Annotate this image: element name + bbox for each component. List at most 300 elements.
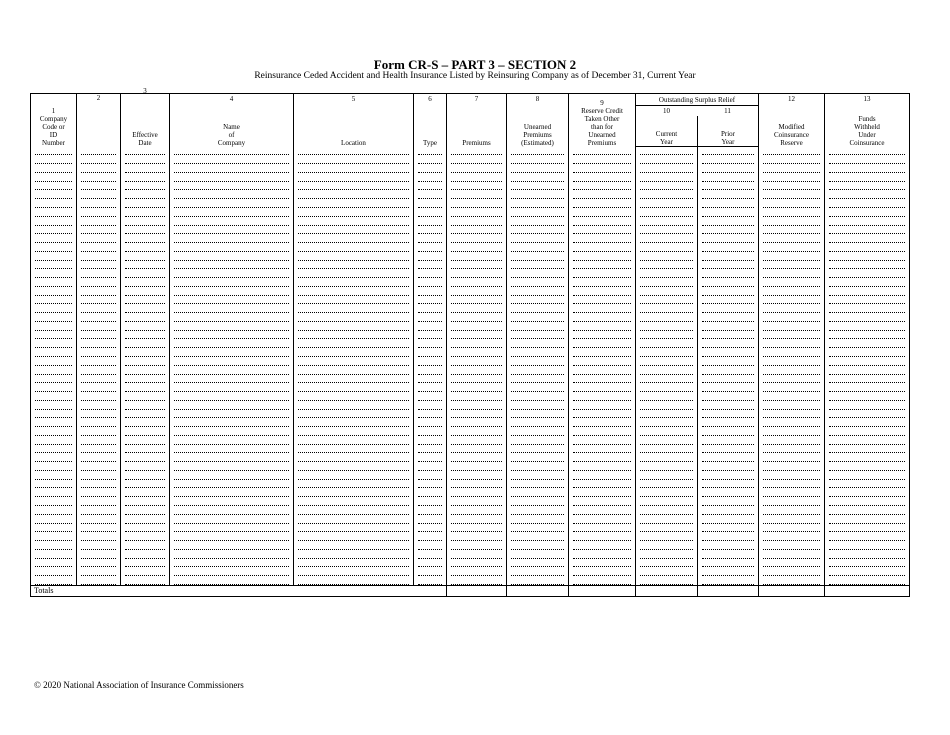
entry-cell-col-12[interactable] bbox=[759, 349, 825, 358]
entry-cell-col-6[interactable] bbox=[414, 340, 447, 349]
entry-cell-col-7[interactable] bbox=[447, 577, 507, 586]
entry-cell-col-6[interactable] bbox=[414, 471, 447, 480]
entry-cell-col-6[interactable] bbox=[414, 419, 447, 428]
entry-cell-col-6[interactable] bbox=[414, 252, 447, 261]
entry-cell-col-4[interactable] bbox=[170, 182, 294, 191]
entry-cell-col-8[interactable] bbox=[507, 515, 569, 524]
entry-cell-col-6[interactable] bbox=[414, 322, 447, 331]
entry-cell-col-6[interactable] bbox=[414, 147, 447, 156]
entry-cell-col-7[interactable] bbox=[447, 287, 507, 296]
entry-cell-col-1[interactable] bbox=[31, 270, 77, 279]
entry-cell-col-1[interactable] bbox=[31, 533, 77, 542]
entry-cell-col-13[interactable] bbox=[825, 489, 910, 498]
entry-cell-col-8[interactable] bbox=[507, 147, 569, 156]
entry-cell-col-2[interactable] bbox=[77, 471, 121, 480]
entry-cell-col-9[interactable] bbox=[569, 208, 636, 217]
entry-cell-col-13[interactable] bbox=[825, 296, 910, 305]
entry-cell-col-9[interactable] bbox=[569, 287, 636, 296]
entry-cell-col-6[interactable] bbox=[414, 480, 447, 489]
entry-cell-col-6[interactable] bbox=[414, 296, 447, 305]
entry-cell-col-4[interactable] bbox=[170, 375, 294, 384]
entry-cell-col-4[interactable] bbox=[170, 471, 294, 480]
entry-cell-col-11[interactable] bbox=[698, 463, 759, 472]
entry-cell-col-1[interactable] bbox=[31, 577, 77, 586]
entry-cell-col-7[interactable] bbox=[447, 366, 507, 375]
entry-cell-col-3[interactable] bbox=[121, 305, 170, 314]
entry-cell-col-5[interactable] bbox=[294, 436, 414, 445]
entry-cell-col-6[interactable] bbox=[414, 506, 447, 515]
entry-cell-col-4[interactable] bbox=[170, 454, 294, 463]
entry-cell-col-11[interactable] bbox=[698, 226, 759, 235]
entry-cell-col-12[interactable] bbox=[759, 384, 825, 393]
entry-cell-col-8[interactable] bbox=[507, 314, 569, 323]
entry-cell-col-1[interactable] bbox=[31, 454, 77, 463]
entry-cell-col-11[interactable] bbox=[698, 270, 759, 279]
entry-cell-col-11[interactable] bbox=[698, 278, 759, 287]
entry-cell-col-12[interactable] bbox=[759, 314, 825, 323]
entry-cell-col-7[interactable] bbox=[447, 191, 507, 200]
entry-cell-col-11[interactable] bbox=[698, 217, 759, 226]
entry-cell-col-6[interactable] bbox=[414, 366, 447, 375]
entry-cell-col-3[interactable] bbox=[121, 287, 170, 296]
entry-cell-col-11[interactable] bbox=[698, 498, 759, 507]
entry-cell-col-2[interactable] bbox=[77, 375, 121, 384]
entry-cell-col-7[interactable] bbox=[447, 270, 507, 279]
entry-cell-col-3[interactable] bbox=[121, 550, 170, 559]
entry-cell-col-12[interactable] bbox=[759, 489, 825, 498]
entry-cell-col-9[interactable] bbox=[569, 577, 636, 586]
entry-cell-col-10[interactable] bbox=[636, 419, 698, 428]
entry-cell-col-12[interactable] bbox=[759, 243, 825, 252]
entry-cell-col-7[interactable] bbox=[447, 182, 507, 191]
entry-cell-col-5[interactable] bbox=[294, 419, 414, 428]
entry-cell-col-2[interactable] bbox=[77, 156, 121, 165]
entry-cell-col-5[interactable] bbox=[294, 392, 414, 401]
totals-cell-7[interactable] bbox=[447, 586, 507, 597]
entry-cell-col-13[interactable] bbox=[825, 217, 910, 226]
entry-cell-col-6[interactable] bbox=[414, 243, 447, 252]
entry-cell-col-3[interactable] bbox=[121, 454, 170, 463]
entry-cell-col-3[interactable] bbox=[121, 243, 170, 252]
entry-cell-col-6[interactable] bbox=[414, 463, 447, 472]
entry-cell-col-10[interactable] bbox=[636, 296, 698, 305]
entry-cell-col-9[interactable] bbox=[569, 568, 636, 577]
entry-cell-col-11[interactable] bbox=[698, 577, 759, 586]
entry-cell-col-10[interactable] bbox=[636, 217, 698, 226]
entry-cell-col-12[interactable] bbox=[759, 191, 825, 200]
entry-cell-col-12[interactable] bbox=[759, 165, 825, 174]
entry-cell-col-12[interactable] bbox=[759, 419, 825, 428]
entry-cell-col-11[interactable] bbox=[698, 515, 759, 524]
entry-cell-col-11[interactable] bbox=[698, 489, 759, 498]
entry-cell-col-2[interactable] bbox=[77, 270, 121, 279]
entry-cell-col-9[interactable] bbox=[569, 261, 636, 270]
entry-cell-col-1[interactable] bbox=[31, 200, 77, 209]
entry-cell-col-3[interactable] bbox=[121, 270, 170, 279]
entry-cell-col-1[interactable] bbox=[31, 489, 77, 498]
entry-cell-col-4[interactable] bbox=[170, 436, 294, 445]
entry-cell-col-9[interactable] bbox=[569, 454, 636, 463]
entry-cell-col-4[interactable] bbox=[170, 357, 294, 366]
entry-cell-col-11[interactable] bbox=[698, 506, 759, 515]
entry-cell-col-2[interactable] bbox=[77, 498, 121, 507]
entry-cell-col-13[interactable] bbox=[825, 550, 910, 559]
entry-cell-col-10[interactable] bbox=[636, 226, 698, 235]
entry-cell-col-5[interactable] bbox=[294, 410, 414, 419]
entry-cell-col-12[interactable] bbox=[759, 261, 825, 270]
entry-cell-col-8[interactable] bbox=[507, 498, 569, 507]
entry-cell-col-12[interactable] bbox=[759, 445, 825, 454]
entry-cell-col-9[interactable] bbox=[569, 278, 636, 287]
entry-cell-col-12[interactable] bbox=[759, 173, 825, 182]
entry-cell-col-2[interactable] bbox=[77, 305, 121, 314]
entry-cell-col-8[interactable] bbox=[507, 217, 569, 226]
entry-cell-col-8[interactable] bbox=[507, 191, 569, 200]
entry-cell-col-6[interactable] bbox=[414, 287, 447, 296]
entry-cell-col-9[interactable] bbox=[569, 156, 636, 165]
entry-cell-col-5[interactable] bbox=[294, 278, 414, 287]
entry-cell-col-9[interactable] bbox=[569, 392, 636, 401]
entry-cell-col-2[interactable] bbox=[77, 436, 121, 445]
entry-cell-col-9[interactable] bbox=[569, 243, 636, 252]
entry-cell-col-12[interactable] bbox=[759, 182, 825, 191]
entry-cell-col-2[interactable] bbox=[77, 200, 121, 209]
entry-cell-col-11[interactable] bbox=[698, 331, 759, 340]
entry-cell-col-13[interactable] bbox=[825, 366, 910, 375]
entry-cell-col-2[interactable] bbox=[77, 384, 121, 393]
entry-cell-col-5[interactable] bbox=[294, 384, 414, 393]
entry-cell-col-3[interactable] bbox=[121, 541, 170, 550]
entry-cell-col-7[interactable] bbox=[447, 401, 507, 410]
entry-cell-col-9[interactable] bbox=[569, 463, 636, 472]
entry-cell-col-12[interactable] bbox=[759, 454, 825, 463]
entry-cell-col-5[interactable] bbox=[294, 217, 414, 226]
entry-cell-col-13[interactable] bbox=[825, 568, 910, 577]
entry-cell-col-13[interactable] bbox=[825, 445, 910, 454]
entry-cell-col-6[interactable] bbox=[414, 384, 447, 393]
entry-cell-col-3[interactable] bbox=[121, 568, 170, 577]
entry-cell-col-6[interactable] bbox=[414, 357, 447, 366]
entry-cell-col-13[interactable] bbox=[825, 322, 910, 331]
entry-cell-col-2[interactable] bbox=[77, 331, 121, 340]
entry-cell-col-13[interactable] bbox=[825, 515, 910, 524]
entry-cell-col-10[interactable] bbox=[636, 445, 698, 454]
entry-cell-col-12[interactable] bbox=[759, 480, 825, 489]
entry-cell-col-11[interactable] bbox=[698, 392, 759, 401]
entry-cell-col-8[interactable] bbox=[507, 577, 569, 586]
entry-cell-col-12[interactable] bbox=[759, 436, 825, 445]
entry-cell-col-2[interactable] bbox=[77, 165, 121, 174]
entry-cell-col-4[interactable] bbox=[170, 191, 294, 200]
entry-cell-col-3[interactable] bbox=[121, 384, 170, 393]
entry-cell-col-4[interactable] bbox=[170, 568, 294, 577]
entry-cell-col-2[interactable] bbox=[77, 506, 121, 515]
entry-cell-col-2[interactable] bbox=[77, 147, 121, 156]
entry-cell-col-3[interactable] bbox=[121, 498, 170, 507]
entry-cell-col-3[interactable] bbox=[121, 261, 170, 270]
entry-cell-col-1[interactable] bbox=[31, 322, 77, 331]
entry-cell-col-3[interactable] bbox=[121, 235, 170, 244]
entry-cell-col-12[interactable] bbox=[759, 498, 825, 507]
entry-cell-col-6[interactable] bbox=[414, 577, 447, 586]
entry-cell-col-2[interactable] bbox=[77, 278, 121, 287]
entry-cell-col-5[interactable] bbox=[294, 454, 414, 463]
entry-cell-col-13[interactable] bbox=[825, 261, 910, 270]
entry-cell-col-4[interactable] bbox=[170, 322, 294, 331]
entry-cell-col-7[interactable] bbox=[447, 208, 507, 217]
entry-cell-col-9[interactable] bbox=[569, 191, 636, 200]
entry-cell-col-1[interactable] bbox=[31, 392, 77, 401]
entry-cell-col-3[interactable] bbox=[121, 410, 170, 419]
entry-cell-col-7[interactable] bbox=[447, 384, 507, 393]
entry-cell-col-2[interactable] bbox=[77, 314, 121, 323]
entry-cell-col-13[interactable] bbox=[825, 252, 910, 261]
entry-cell-col-8[interactable] bbox=[507, 296, 569, 305]
entry-cell-col-7[interactable] bbox=[447, 375, 507, 384]
entry-cell-col-7[interactable] bbox=[447, 156, 507, 165]
entry-cell-col-5[interactable] bbox=[294, 349, 414, 358]
entry-cell-col-5[interactable] bbox=[294, 340, 414, 349]
entry-cell-col-7[interactable] bbox=[447, 314, 507, 323]
totals-cell-13[interactable] bbox=[825, 586, 910, 597]
entry-cell-col-13[interactable] bbox=[825, 392, 910, 401]
entry-cell-col-8[interactable] bbox=[507, 375, 569, 384]
entry-cell-col-9[interactable] bbox=[569, 200, 636, 209]
entry-cell-col-3[interactable] bbox=[121, 208, 170, 217]
entry-cell-col-13[interactable] bbox=[825, 577, 910, 586]
entry-cell-col-4[interactable] bbox=[170, 577, 294, 586]
entry-cell-col-12[interactable] bbox=[759, 217, 825, 226]
entry-cell-col-13[interactable] bbox=[825, 314, 910, 323]
entry-cell-col-7[interactable] bbox=[447, 235, 507, 244]
entry-cell-col-3[interactable] bbox=[121, 200, 170, 209]
entry-cell-col-8[interactable] bbox=[507, 261, 569, 270]
entry-cell-col-9[interactable] bbox=[569, 410, 636, 419]
entry-cell-col-13[interactable] bbox=[825, 480, 910, 489]
entry-cell-col-8[interactable] bbox=[507, 506, 569, 515]
entry-cell-col-10[interactable] bbox=[636, 208, 698, 217]
entry-cell-col-8[interactable] bbox=[507, 243, 569, 252]
entry-cell-col-9[interactable] bbox=[569, 445, 636, 454]
entry-cell-col-3[interactable] bbox=[121, 506, 170, 515]
entry-cell-col-12[interactable] bbox=[759, 156, 825, 165]
entry-cell-col-8[interactable] bbox=[507, 428, 569, 437]
entry-cell-col-13[interactable] bbox=[825, 191, 910, 200]
entry-cell-col-2[interactable] bbox=[77, 235, 121, 244]
entry-cell-col-3[interactable] bbox=[121, 191, 170, 200]
entry-cell-col-3[interactable] bbox=[121, 533, 170, 542]
entry-cell-col-8[interactable] bbox=[507, 182, 569, 191]
entry-cell-col-12[interactable] bbox=[759, 235, 825, 244]
entry-cell-col-11[interactable] bbox=[698, 305, 759, 314]
entry-cell-col-2[interactable] bbox=[77, 428, 121, 437]
entry-cell-col-9[interactable] bbox=[569, 322, 636, 331]
entry-cell-col-6[interactable] bbox=[414, 428, 447, 437]
entry-cell-col-13[interactable] bbox=[825, 270, 910, 279]
entry-cell-col-9[interactable] bbox=[569, 489, 636, 498]
entry-cell-col-7[interactable] bbox=[447, 296, 507, 305]
entry-cell-col-8[interactable] bbox=[507, 340, 569, 349]
entry-cell-col-11[interactable] bbox=[698, 296, 759, 305]
entry-cell-col-4[interactable] bbox=[170, 480, 294, 489]
entry-cell-col-9[interactable] bbox=[569, 147, 636, 156]
entry-cell-col-12[interactable] bbox=[759, 287, 825, 296]
entry-cell-col-10[interactable] bbox=[636, 278, 698, 287]
entry-cell-col-2[interactable] bbox=[77, 480, 121, 489]
entry-cell-col-6[interactable] bbox=[414, 524, 447, 533]
entry-cell-col-4[interactable] bbox=[170, 314, 294, 323]
entry-cell-col-5[interactable] bbox=[294, 568, 414, 577]
entry-cell-col-12[interactable] bbox=[759, 252, 825, 261]
entry-cell-col-4[interactable] bbox=[170, 261, 294, 270]
entry-cell-col-12[interactable] bbox=[759, 147, 825, 156]
entry-cell-col-8[interactable] bbox=[507, 156, 569, 165]
entry-cell-col-8[interactable] bbox=[507, 252, 569, 261]
entry-cell-col-7[interactable] bbox=[447, 515, 507, 524]
entry-cell-col-5[interactable] bbox=[294, 357, 414, 366]
entry-cell-col-10[interactable] bbox=[636, 340, 698, 349]
entry-cell-col-2[interactable] bbox=[77, 541, 121, 550]
entry-cell-col-1[interactable] bbox=[31, 480, 77, 489]
entry-cell-col-1[interactable] bbox=[31, 165, 77, 174]
entry-cell-col-1[interactable] bbox=[31, 226, 77, 235]
entry-cell-col-4[interactable] bbox=[170, 331, 294, 340]
entry-cell-col-4[interactable] bbox=[170, 226, 294, 235]
entry-cell-col-7[interactable] bbox=[447, 261, 507, 270]
entry-cell-col-5[interactable] bbox=[294, 498, 414, 507]
entry-cell-col-2[interactable] bbox=[77, 243, 121, 252]
entry-cell-col-1[interactable] bbox=[31, 498, 77, 507]
entry-cell-col-12[interactable] bbox=[759, 208, 825, 217]
entry-cell-col-13[interactable] bbox=[825, 401, 910, 410]
entry-cell-col-8[interactable] bbox=[507, 436, 569, 445]
entry-cell-col-1[interactable] bbox=[31, 243, 77, 252]
entry-cell-col-1[interactable] bbox=[31, 235, 77, 244]
entry-cell-col-6[interactable] bbox=[414, 515, 447, 524]
entry-cell-col-13[interactable] bbox=[825, 305, 910, 314]
entry-cell-col-8[interactable] bbox=[507, 463, 569, 472]
entry-cell-col-1[interactable] bbox=[31, 471, 77, 480]
entry-cell-col-1[interactable] bbox=[31, 217, 77, 226]
entry-cell-col-11[interactable] bbox=[698, 524, 759, 533]
entry-cell-col-5[interactable] bbox=[294, 314, 414, 323]
entry-cell-col-5[interactable] bbox=[294, 331, 414, 340]
entry-cell-col-4[interactable] bbox=[170, 287, 294, 296]
entry-cell-col-2[interactable] bbox=[77, 182, 121, 191]
entry-cell-col-2[interactable] bbox=[77, 357, 121, 366]
entry-cell-col-9[interactable] bbox=[569, 226, 636, 235]
entry-cell-col-13[interactable] bbox=[825, 357, 910, 366]
entry-cell-col-7[interactable] bbox=[447, 454, 507, 463]
entry-cell-col-12[interactable] bbox=[759, 366, 825, 375]
entry-cell-col-9[interactable] bbox=[569, 419, 636, 428]
entry-cell-col-12[interactable] bbox=[759, 296, 825, 305]
entry-cell-col-4[interactable] bbox=[170, 384, 294, 393]
entry-cell-col-8[interactable] bbox=[507, 305, 569, 314]
entry-cell-col-13[interactable] bbox=[825, 156, 910, 165]
entry-cell-col-4[interactable] bbox=[170, 463, 294, 472]
entry-cell-col-3[interactable] bbox=[121, 463, 170, 472]
entry-cell-col-11[interactable] bbox=[698, 156, 759, 165]
entry-cell-col-13[interactable] bbox=[825, 559, 910, 568]
entry-cell-col-12[interactable] bbox=[759, 568, 825, 577]
entry-cell-col-6[interactable] bbox=[414, 173, 447, 182]
entry-cell-col-8[interactable] bbox=[507, 349, 569, 358]
entry-cell-col-7[interactable] bbox=[447, 550, 507, 559]
entry-cell-col-1[interactable] bbox=[31, 208, 77, 217]
entry-cell-col-8[interactable] bbox=[507, 533, 569, 542]
entry-cell-col-11[interactable] bbox=[698, 568, 759, 577]
entry-cell-col-7[interactable] bbox=[447, 322, 507, 331]
entry-cell-col-10[interactable] bbox=[636, 147, 698, 156]
entry-cell-col-11[interactable] bbox=[698, 419, 759, 428]
entry-cell-col-4[interactable] bbox=[170, 541, 294, 550]
entry-cell-col-10[interactable] bbox=[636, 428, 698, 437]
entry-cell-col-11[interactable] bbox=[698, 208, 759, 217]
entry-cell-col-5[interactable] bbox=[294, 550, 414, 559]
entry-cell-col-3[interactable] bbox=[121, 226, 170, 235]
entry-cell-col-1[interactable] bbox=[31, 550, 77, 559]
entry-cell-col-8[interactable] bbox=[507, 235, 569, 244]
entry-cell-col-1[interactable] bbox=[31, 375, 77, 384]
entry-cell-col-5[interactable] bbox=[294, 541, 414, 550]
entry-cell-col-4[interactable] bbox=[170, 270, 294, 279]
entry-cell-col-5[interactable] bbox=[294, 559, 414, 568]
entry-cell-col-10[interactable] bbox=[636, 252, 698, 261]
entry-cell-col-10[interactable] bbox=[636, 287, 698, 296]
entry-cell-col-10[interactable] bbox=[636, 156, 698, 165]
entry-cell-col-3[interactable] bbox=[121, 559, 170, 568]
entry-cell-col-7[interactable] bbox=[447, 392, 507, 401]
entry-cell-col-4[interactable] bbox=[170, 147, 294, 156]
entry-cell-col-7[interactable] bbox=[447, 533, 507, 542]
entry-cell-col-10[interactable] bbox=[636, 524, 698, 533]
entry-cell-col-11[interactable] bbox=[698, 287, 759, 296]
entry-cell-col-1[interactable] bbox=[31, 191, 77, 200]
entry-cell-col-9[interactable] bbox=[569, 349, 636, 358]
entry-cell-col-13[interactable] bbox=[825, 410, 910, 419]
entry-cell-col-8[interactable] bbox=[507, 454, 569, 463]
entry-cell-col-7[interactable] bbox=[447, 445, 507, 454]
entry-cell-col-2[interactable] bbox=[77, 524, 121, 533]
entry-cell-col-4[interactable] bbox=[170, 489, 294, 498]
entry-cell-col-6[interactable] bbox=[414, 278, 447, 287]
entry-cell-col-10[interactable] bbox=[636, 191, 698, 200]
entry-cell-col-12[interactable] bbox=[759, 541, 825, 550]
entry-cell-col-11[interactable] bbox=[698, 533, 759, 542]
entry-cell-col-11[interactable] bbox=[698, 445, 759, 454]
totals-cell-8[interactable] bbox=[507, 586, 569, 597]
entry-cell-col-11[interactable] bbox=[698, 471, 759, 480]
entry-cell-col-10[interactable] bbox=[636, 384, 698, 393]
entry-cell-col-5[interactable] bbox=[294, 200, 414, 209]
entry-cell-col-7[interactable] bbox=[447, 489, 507, 498]
entry-cell-col-5[interactable] bbox=[294, 305, 414, 314]
entry-cell-col-9[interactable] bbox=[569, 340, 636, 349]
entry-cell-col-6[interactable] bbox=[414, 156, 447, 165]
entry-cell-col-1[interactable] bbox=[31, 314, 77, 323]
entry-cell-col-1[interactable] bbox=[31, 147, 77, 156]
entry-cell-col-5[interactable] bbox=[294, 235, 414, 244]
entry-cell-col-4[interactable] bbox=[170, 200, 294, 209]
entry-cell-col-4[interactable] bbox=[170, 533, 294, 542]
entry-cell-col-12[interactable] bbox=[759, 559, 825, 568]
entry-cell-col-10[interactable] bbox=[636, 305, 698, 314]
entry-cell-col-13[interactable] bbox=[825, 524, 910, 533]
entry-cell-col-12[interactable] bbox=[759, 305, 825, 314]
entry-cell-col-7[interactable] bbox=[447, 226, 507, 235]
entry-cell-col-9[interactable] bbox=[569, 524, 636, 533]
